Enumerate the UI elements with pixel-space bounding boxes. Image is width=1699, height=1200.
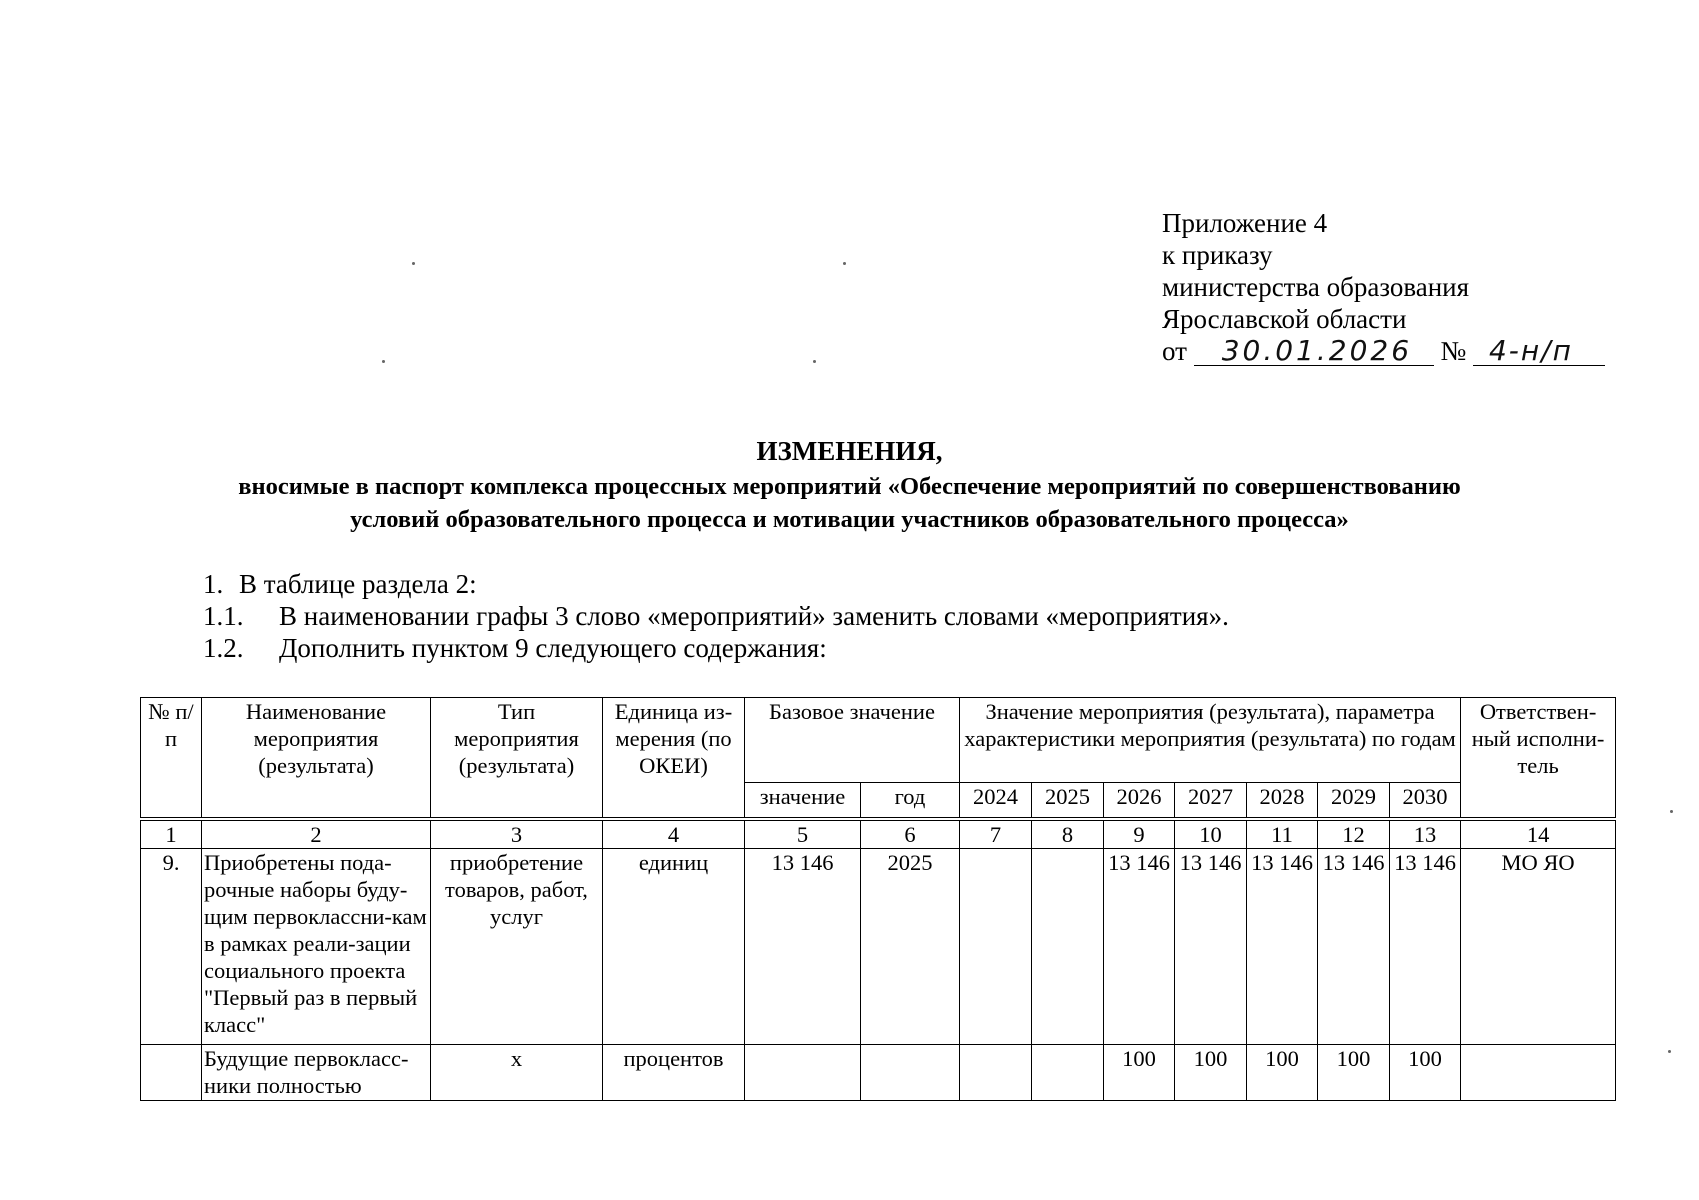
- scan-speck: [1670, 810, 1673, 813]
- column-number: 3: [431, 821, 603, 849]
- row-value-2030: 100: [1390, 1045, 1461, 1101]
- header-base: Базовое значение: [745, 698, 960, 783]
- from-label: от: [1162, 336, 1187, 366]
- header-num: № п/п: [141, 698, 202, 818]
- appendix-block: [1162, 207, 1605, 367]
- row-name: Приобретены пода-рочные наборы буду-щим первоклассни-кам в рамках реали-зации социального проекта "Первый раз в первый класс": [202, 849, 431, 1045]
- table-row: [141, 849, 1616, 1045]
- item-number: 1.: [203, 569, 224, 599]
- scan-speck: [412, 262, 415, 265]
- scan-speck: [843, 262, 846, 265]
- header-row-1: [141, 698, 1616, 783]
- item-1-2: [203, 632, 1229, 664]
- header-responsible: Ответствен-ный исполни-тель: [1461, 698, 1616, 818]
- handwritten-number: 4-н/п: [1473, 337, 1605, 366]
- header-type: Тип мероприятия (результата): [431, 698, 603, 818]
- row-value-2025: [1032, 1045, 1104, 1101]
- row-value-2025: [1032, 849, 1104, 1045]
- header-base-year: год: [861, 783, 960, 818]
- row-name: Будущие первокласс-ники полностью: [202, 1045, 431, 1101]
- column-number: 9: [1104, 821, 1175, 849]
- row-unit: единиц: [603, 849, 745, 1045]
- row-responsible: МО ЯО: [1461, 849, 1616, 1045]
- column-number: 12: [1318, 821, 1390, 849]
- document-subtitle: [0, 470, 1699, 536]
- column-number: 13: [1390, 821, 1461, 849]
- row-type: приобретение товаров, работ, услуг: [431, 849, 603, 1045]
- row-num: 9.: [141, 849, 202, 1045]
- row-value-2029: 13 146: [1318, 849, 1390, 1045]
- appendix-line-3: министерства образования: [1162, 272, 1470, 302]
- table-row: [141, 1045, 1616, 1101]
- item-number: 1.2.: [203, 633, 244, 663]
- column-number: 10: [1175, 821, 1247, 849]
- header-name: Наименование мероприятия (результата): [202, 698, 431, 818]
- header-year: 2030: [1390, 783, 1461, 818]
- scan-speck: [1668, 1050, 1671, 1053]
- row-unit: процентов: [603, 1045, 745, 1101]
- header-value-group: Значение мероприятия (результата), параметра характеристики мероприятия (результата) по годам: [960, 698, 1461, 783]
- row-value-2026: 100: [1104, 1045, 1175, 1101]
- row-base-year: 2025: [861, 849, 960, 1045]
- appendix-line-1: Приложение 4: [1162, 208, 1328, 238]
- row-num: [141, 1045, 202, 1101]
- header-year: 2025: [1032, 783, 1104, 818]
- row-base-value: 13 146: [745, 849, 861, 1045]
- row-responsible: [1461, 1045, 1616, 1101]
- row-value-2026: 13 146: [1104, 849, 1175, 1045]
- row-value-2030: 13 146: [1390, 849, 1461, 1045]
- header-year: 2027: [1175, 783, 1247, 818]
- subtitle-line-2: условий образовательного процесса и мотивации участников образовательного процесса»: [350, 506, 1349, 533]
- row-value-2027: 100: [1175, 1045, 1247, 1101]
- header-year: 2026: [1104, 783, 1175, 818]
- appendix-line-2: к приказу: [1162, 240, 1273, 270]
- column-number: 8: [1032, 821, 1104, 849]
- column-number: 6: [861, 821, 960, 849]
- header-base-value: значение: [745, 783, 861, 818]
- column-number: 1: [141, 821, 202, 849]
- header-unit: Единица из-мерения (по ОКЕИ): [603, 698, 745, 818]
- row-type: х: [431, 1045, 603, 1101]
- number-label: №: [1440, 336, 1467, 366]
- column-number: 14: [1461, 821, 1616, 849]
- measures-table: [140, 697, 1616, 1101]
- handwritten-date: 30.01.2026: [1194, 337, 1434, 366]
- row-value-2024: [960, 849, 1032, 1045]
- item-number: 1.1.: [203, 601, 244, 631]
- appendix-line-4: Ярославской области: [1162, 304, 1407, 334]
- column-number: 5: [745, 821, 861, 849]
- change-items: [203, 568, 1229, 664]
- item-1-1: [203, 600, 1229, 632]
- row-value-2029: 100: [1318, 1045, 1390, 1101]
- column-number: 4: [603, 821, 745, 849]
- row-base-value: [745, 1045, 861, 1101]
- row-value-2028: 13 146: [1247, 849, 1318, 1045]
- item-1: [203, 568, 1229, 600]
- document-title: ИЗМЕНЕНИЯ,: [756, 436, 943, 466]
- appendix-date-line: [1162, 335, 1605, 367]
- column-number-row: [141, 821, 1616, 849]
- row-base-year: [861, 1045, 960, 1101]
- subtitle-line-1: вносимые в паспорт комплекса процессных мероприятий «Обеспечение мероприятий по совершенствованию: [238, 473, 1461, 500]
- item-text: В наименовании графы 3 слово «мероприятий» заменить словами «мероприятия».: [279, 601, 1229, 631]
- row-value-2028: 100: [1247, 1045, 1318, 1101]
- item-text: В таблице раздела 2:: [239, 569, 477, 599]
- scan-speck: [813, 360, 816, 363]
- column-number: 2: [202, 821, 431, 849]
- header-year: 2029: [1318, 783, 1390, 818]
- column-number: 7: [960, 821, 1032, 849]
- item-text: Дополнить пунктом 9 следующего содержания:: [279, 633, 827, 663]
- scan-speck: [382, 360, 385, 363]
- header-year: 2028: [1247, 783, 1318, 818]
- row-value-2024: [960, 1045, 1032, 1101]
- column-number: 11: [1247, 821, 1318, 849]
- row-value-2027: 13 146: [1175, 849, 1247, 1045]
- header-year: 2024: [960, 783, 1032, 818]
